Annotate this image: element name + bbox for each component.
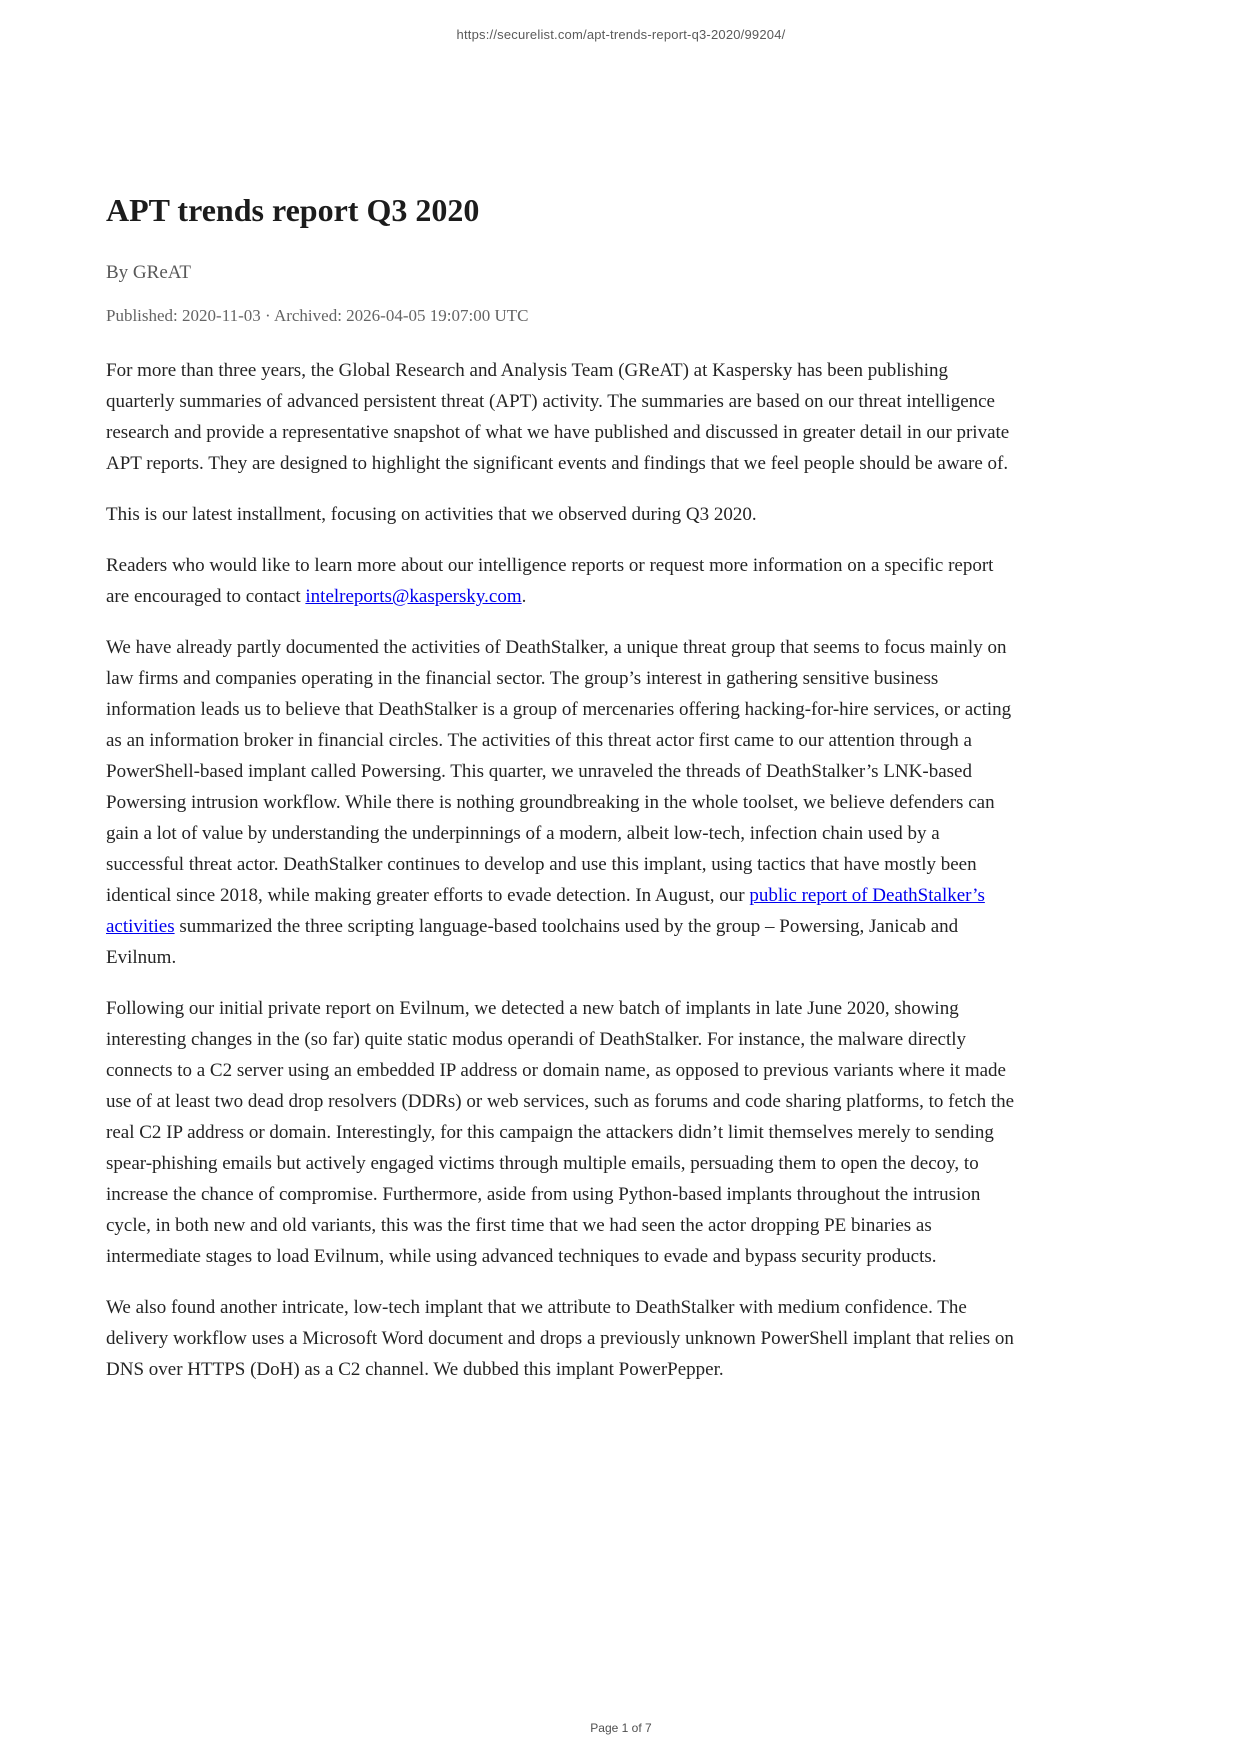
article-paragraph bbox=[106, 993, 1016, 1272]
article-paragraph bbox=[106, 550, 1016, 612]
article-paragraph bbox=[106, 1292, 1016, 1385]
print-url-header: https://securelist.com/apt-trends-report-q3-2020/99204/ bbox=[456, 27, 786, 42]
article-paragraph bbox=[106, 355, 1016, 479]
deathstalker-report-link[interactable]: public report of DeathStalker’s activities bbox=[106, 885, 985, 937]
paragraph-text: summarized the three scripting language-based toolchains used by the group – Powersing, Janicab and Evilnum. bbox=[106, 916, 959, 968]
article-byline: By GReAT bbox=[106, 262, 191, 283]
paragraph-text: Readers who would like to learn more about our intelligence reports or request more information on a specific report are encouraged to contact bbox=[106, 555, 994, 607]
paragraph-text: This is our latest installment, focusing on activities that we observed during Q3 2020. bbox=[106, 504, 757, 525]
article-published-meta: Published: 2020-11-03 · Archived: 2026-04-05 19:07:00 UTC bbox=[106, 306, 529, 325]
paragraph-text: Following our initial private report on Evilnum, we detected a new batch of implants in late June 2020, showing interesting changes in the (so far) quite static modus operandi of DeathStalker. For instance, the malware directly connects to a C2 server using an embedded IP address or domain name, as opposed to previous variants where it made use of at least two dead drop resolvers (DDRs) or web services, such as forums and code sharing platforms, to fetch the real C2 IP address or domain. Interestingly, for this campaign the attackers didn’t limit themselves merely to sending spear-phishing emails but actively engaged victims through multiple emails, persuading them to open the decoy, to increase the chance of compromise. Furthermore, aside from using Python-based implants throughout the intrusion cycle, in both new and old variants, this was the first time that we had seen the actor dropping PE binaries as intermediate stages to load Evilnum, while using advanced techniques to evade and bypass security products. bbox=[106, 998, 1015, 1267]
paragraph-text: For more than three years, the Global Research and Analysis Team (GReAT) at Kaspersky has been publishing quarterly summaries of advanced persistent threat (APT) activity. The summaries are based on our threat intelligence research and provide a representative snapshot of what we have published and discussed in greater detail in our private APT reports. They are designed to highlight the significant events and findings that we feel people should be aware of. bbox=[106, 360, 1010, 474]
paragraph-text: . bbox=[521, 586, 527, 607]
page-number-footer: Page 1 of 7 bbox=[590, 1721, 652, 1735]
article-container bbox=[106, 192, 1136, 1385]
article-body bbox=[106, 355, 1016, 1385]
paragraph-text: We also found another intricate, low-tech implant that we attribute to DeathStalker with medium confidence. The delivery workflow uses a Microsoft Word document and drops a previously unknown PowerShell implant that relies on DNS over HTTPS (DoH) as a C2 channel. We dubbed this implant PowerPepper. bbox=[106, 1297, 1014, 1380]
page-title: APT trends report Q3 2020 bbox=[106, 192, 480, 228]
article-paragraph bbox=[106, 632, 1016, 973]
intelreports-email-link[interactable]: intelreports@kaspersky.com bbox=[305, 586, 522, 607]
paragraph-text: We have already partly documented the activities of DeathStalker, a unique threat group that seems to focus mainly on law firms and companies operating in the financial sector. The group’s interest in gathering sensitive business information leads us to believe that DeathStalker is a group of mercenaries offering hacking-for-hire services, or acting as an information broker in financial circles. The activities of this threat actor first came to our attention through a PowerShell-based implant called Powersing. This quarter, we unraveled the threads of DeathStalker’s LNK-based Powersing intrusion workflow. While there is nothing groundbreaking in the whole toolset, we believe defenders can gain a lot of value by understanding the underpinnings of a modern, albeit low-tech, infection chain used by a successful threat actor. DeathStalker continues to develop and use this implant, using tactics that have mostly been identical since 2018, while making greater efforts to evade detection. In August, our bbox=[106, 637, 1012, 906]
article-paragraph bbox=[106, 499, 1016, 530]
